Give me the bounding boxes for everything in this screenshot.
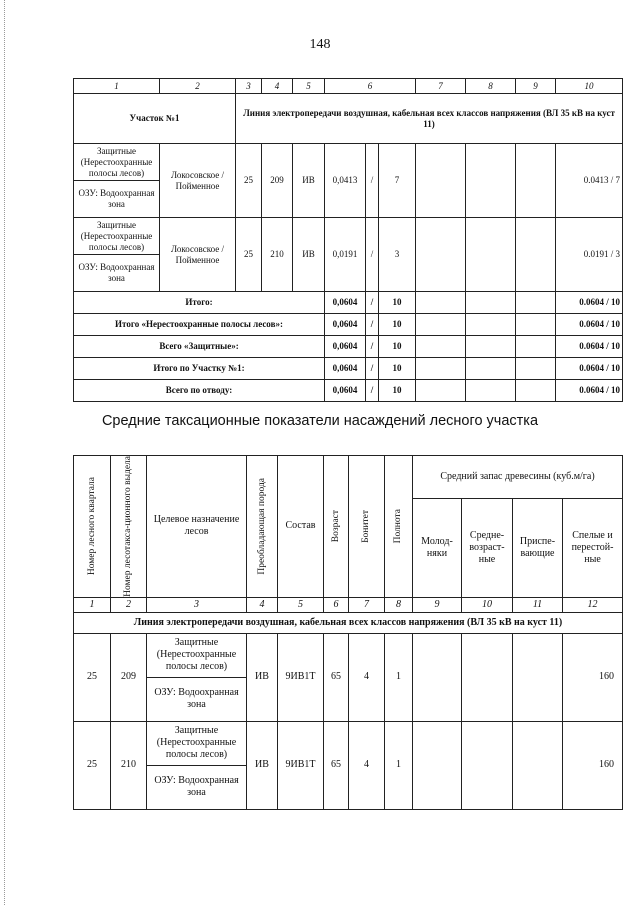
slash: / xyxy=(366,292,379,314)
section-row xyxy=(74,94,623,144)
col-num: 4 xyxy=(262,79,293,94)
age: 65 xyxy=(324,633,349,721)
header-species-text: Преобладающая порода xyxy=(256,478,267,575)
empty-cell xyxy=(466,358,516,380)
empty-cell xyxy=(416,336,466,358)
empty-cell xyxy=(466,380,516,402)
sum-label: Итого: xyxy=(74,292,325,314)
header-age xyxy=(324,456,349,598)
sum-area: 0,0604 xyxy=(325,380,366,402)
scan-edge-dots xyxy=(4,0,6,905)
empty-cell xyxy=(466,314,516,336)
area: 0,0191 xyxy=(325,218,366,292)
purpose-main: Защитные (Нерестоохранные полосы лесов) xyxy=(74,144,160,181)
header-kvartal-text: Номер лесного квартала xyxy=(86,477,97,576)
premature xyxy=(513,633,563,721)
col-num: 5 xyxy=(278,597,324,612)
col-num: 10 xyxy=(462,597,513,612)
empty-cell xyxy=(516,218,556,292)
vydel: 210 xyxy=(111,721,147,809)
vydel: 210 xyxy=(262,218,293,292)
count: 3 xyxy=(379,218,416,292)
middle xyxy=(462,633,513,721)
header-young: Молод-няки xyxy=(413,499,462,598)
col-num: 3 xyxy=(236,79,262,94)
kvartal: 25 xyxy=(236,218,262,292)
sum-label: Всего по отводу: xyxy=(74,380,325,402)
slash: / xyxy=(366,314,379,336)
young xyxy=(413,633,462,721)
young xyxy=(413,721,462,809)
column-numbers-row xyxy=(74,597,623,612)
sum-count: 10 xyxy=(379,314,416,336)
empty-cell xyxy=(466,218,516,292)
col-num: 6 xyxy=(324,597,349,612)
sum-area: 0,0604 xyxy=(325,292,366,314)
sum-total: 0.0604 / 10 xyxy=(556,292,623,314)
vydel: 209 xyxy=(111,633,147,721)
empty-cell xyxy=(516,336,556,358)
sum-row xyxy=(74,358,623,380)
species: ИВ xyxy=(247,633,278,721)
section-row xyxy=(74,612,623,633)
col-num: 2 xyxy=(160,79,236,94)
premature xyxy=(513,721,563,809)
col-num: 3 xyxy=(147,597,247,612)
header-density xyxy=(385,456,413,598)
header-vydel xyxy=(111,456,147,598)
total: 0.0413 / 7 xyxy=(556,144,623,218)
col-num: 1 xyxy=(74,597,111,612)
empty-cell xyxy=(466,144,516,218)
sum-count: 10 xyxy=(379,292,416,314)
section-title: Участок №1 xyxy=(74,94,236,144)
sum-label: Итого по Участку №1: xyxy=(74,358,325,380)
header-species xyxy=(247,456,278,598)
density: 1 xyxy=(385,721,413,809)
line-title: Линия электропередачи воздушная, кабельная всех классов напряжения (ВЛ 35 кВ на куст 11) xyxy=(236,94,623,144)
table-row xyxy=(74,144,623,181)
sum-total: 0.0604 / 10 xyxy=(556,336,623,358)
forestry: Локосовское / Пойменное xyxy=(160,218,236,292)
col-num: 4 xyxy=(247,597,278,612)
header-mature: Спелые и перестой-ные xyxy=(563,499,623,598)
sum-label: Всего «Защитные»: xyxy=(74,336,325,358)
forestry: Локосовское / Пойменное xyxy=(160,144,236,218)
middle xyxy=(462,721,513,809)
empty-cell xyxy=(516,358,556,380)
sum-row xyxy=(74,314,623,336)
count: 7 xyxy=(379,144,416,218)
sum-count: 10 xyxy=(379,336,416,358)
col-num: 1 xyxy=(74,79,160,94)
purpose-sub: ОЗУ: Водоохранная зона xyxy=(74,181,160,218)
composition: 9ИВ1Т xyxy=(278,721,324,809)
col-num: 5 xyxy=(293,79,325,94)
bonitet: 4 xyxy=(349,633,385,721)
empty-cell xyxy=(416,218,466,292)
slash: / xyxy=(366,358,379,380)
sum-count: 10 xyxy=(379,380,416,402)
header-middle: Средне-возраст-ные xyxy=(462,499,513,598)
kvartal: 25 xyxy=(74,633,111,721)
sum-area: 0,0604 xyxy=(325,336,366,358)
header-row-1 xyxy=(74,456,623,499)
sum-total: 0.0604 / 10 xyxy=(556,380,623,402)
header-premature: Приспе-вающие xyxy=(513,499,563,598)
header-purpose: Целевое назначение лесов xyxy=(147,456,247,598)
species: ИВ xyxy=(293,144,325,218)
header-density-text: Полнота xyxy=(393,509,403,544)
empty-cell xyxy=(516,314,556,336)
col-num: 6 xyxy=(325,79,416,94)
purpose-sub: ОЗУ: Водоохранная зона xyxy=(74,255,160,292)
empty-cell xyxy=(416,380,466,402)
table-row xyxy=(74,633,623,677)
mature: 160 xyxy=(563,633,623,721)
sum-label: Итого «Нерестоохранные полосы лесов»: xyxy=(74,314,325,336)
kvartal: 25 xyxy=(236,144,262,218)
composition: 9ИВ1Т xyxy=(278,633,324,721)
total: 0.0191 / 3 xyxy=(556,218,623,292)
sum-area: 0,0604 xyxy=(325,358,366,380)
sum-row xyxy=(74,380,623,402)
col-num: 9 xyxy=(413,597,462,612)
purpose-sub: ОЗУ: Водоохранная зона xyxy=(147,765,247,809)
species: ИВ xyxy=(247,721,278,809)
header-stock-group: Средний запас древесины (куб.м/га) xyxy=(413,456,623,499)
empty-cell xyxy=(416,144,466,218)
empty-cell xyxy=(516,144,556,218)
col-num: 7 xyxy=(349,597,385,612)
header-age-text: Возраст xyxy=(330,510,341,543)
bonitet: 4 xyxy=(349,721,385,809)
empty-cell xyxy=(466,292,516,314)
header-kvartal xyxy=(74,456,111,598)
empty-cell xyxy=(516,380,556,402)
sum-total: 0.0604 / 10 xyxy=(556,358,623,380)
sum-row xyxy=(74,336,623,358)
species: ИВ xyxy=(293,218,325,292)
col-num: 11 xyxy=(513,597,563,612)
line-title: Линия электропередачи воздушная, кабельная всех классов напряжения (ВЛ 35 кВ на куст 11) xyxy=(74,612,623,633)
empty-cell xyxy=(466,336,516,358)
purpose-sub: ОЗУ: Водоохранная зона xyxy=(147,677,247,721)
page-number: 148 xyxy=(309,37,331,52)
empty-cell xyxy=(416,292,466,314)
purpose-main: Защитные (Нерестоохранные полосы лесов) xyxy=(147,721,247,765)
sum-count: 10 xyxy=(379,358,416,380)
table-row xyxy=(74,721,623,765)
sum-row xyxy=(74,292,623,314)
slash: / xyxy=(366,336,379,358)
col-num: 10 xyxy=(556,79,623,94)
mature: 160 xyxy=(563,721,623,809)
allotment-table xyxy=(73,78,623,402)
area: 0,0413 xyxy=(325,144,366,218)
sum-area: 0,0604 xyxy=(325,314,366,336)
col-num: 9 xyxy=(516,79,556,94)
header-composition: Состав xyxy=(278,456,324,598)
col-num: 8 xyxy=(385,597,413,612)
header-bonitet xyxy=(349,456,385,598)
table-row xyxy=(74,218,623,255)
age: 65 xyxy=(324,721,349,809)
empty-cell xyxy=(416,358,466,380)
empty-cell xyxy=(516,292,556,314)
slash: / xyxy=(366,144,379,218)
sum-total: 0.0604 / 10 xyxy=(556,314,623,336)
header-vydel-text: Номер лесотакса-ционного выдела xyxy=(123,456,133,597)
section-heading: Средние таксационные показатели насаждений лесного участка xyxy=(101,413,539,429)
col-num: 7 xyxy=(416,79,466,94)
kvartal: 25 xyxy=(74,721,111,809)
empty-cell xyxy=(416,314,466,336)
slash: / xyxy=(366,218,379,292)
col-num: 8 xyxy=(466,79,516,94)
column-numbers-row xyxy=(74,79,623,94)
purpose-main: Защитные (Нерестоохранные полосы лесов) xyxy=(147,633,247,677)
slash: / xyxy=(366,380,379,402)
header-bonitet-text: Бонитет xyxy=(361,509,371,543)
taxation-table xyxy=(73,455,623,810)
purpose-main: Защитные (Нерестоохранные полосы лесов) xyxy=(74,218,160,255)
vydel: 209 xyxy=(262,144,293,218)
density: 1 xyxy=(385,633,413,721)
col-num: 2 xyxy=(111,597,147,612)
col-num: 12 xyxy=(563,597,623,612)
